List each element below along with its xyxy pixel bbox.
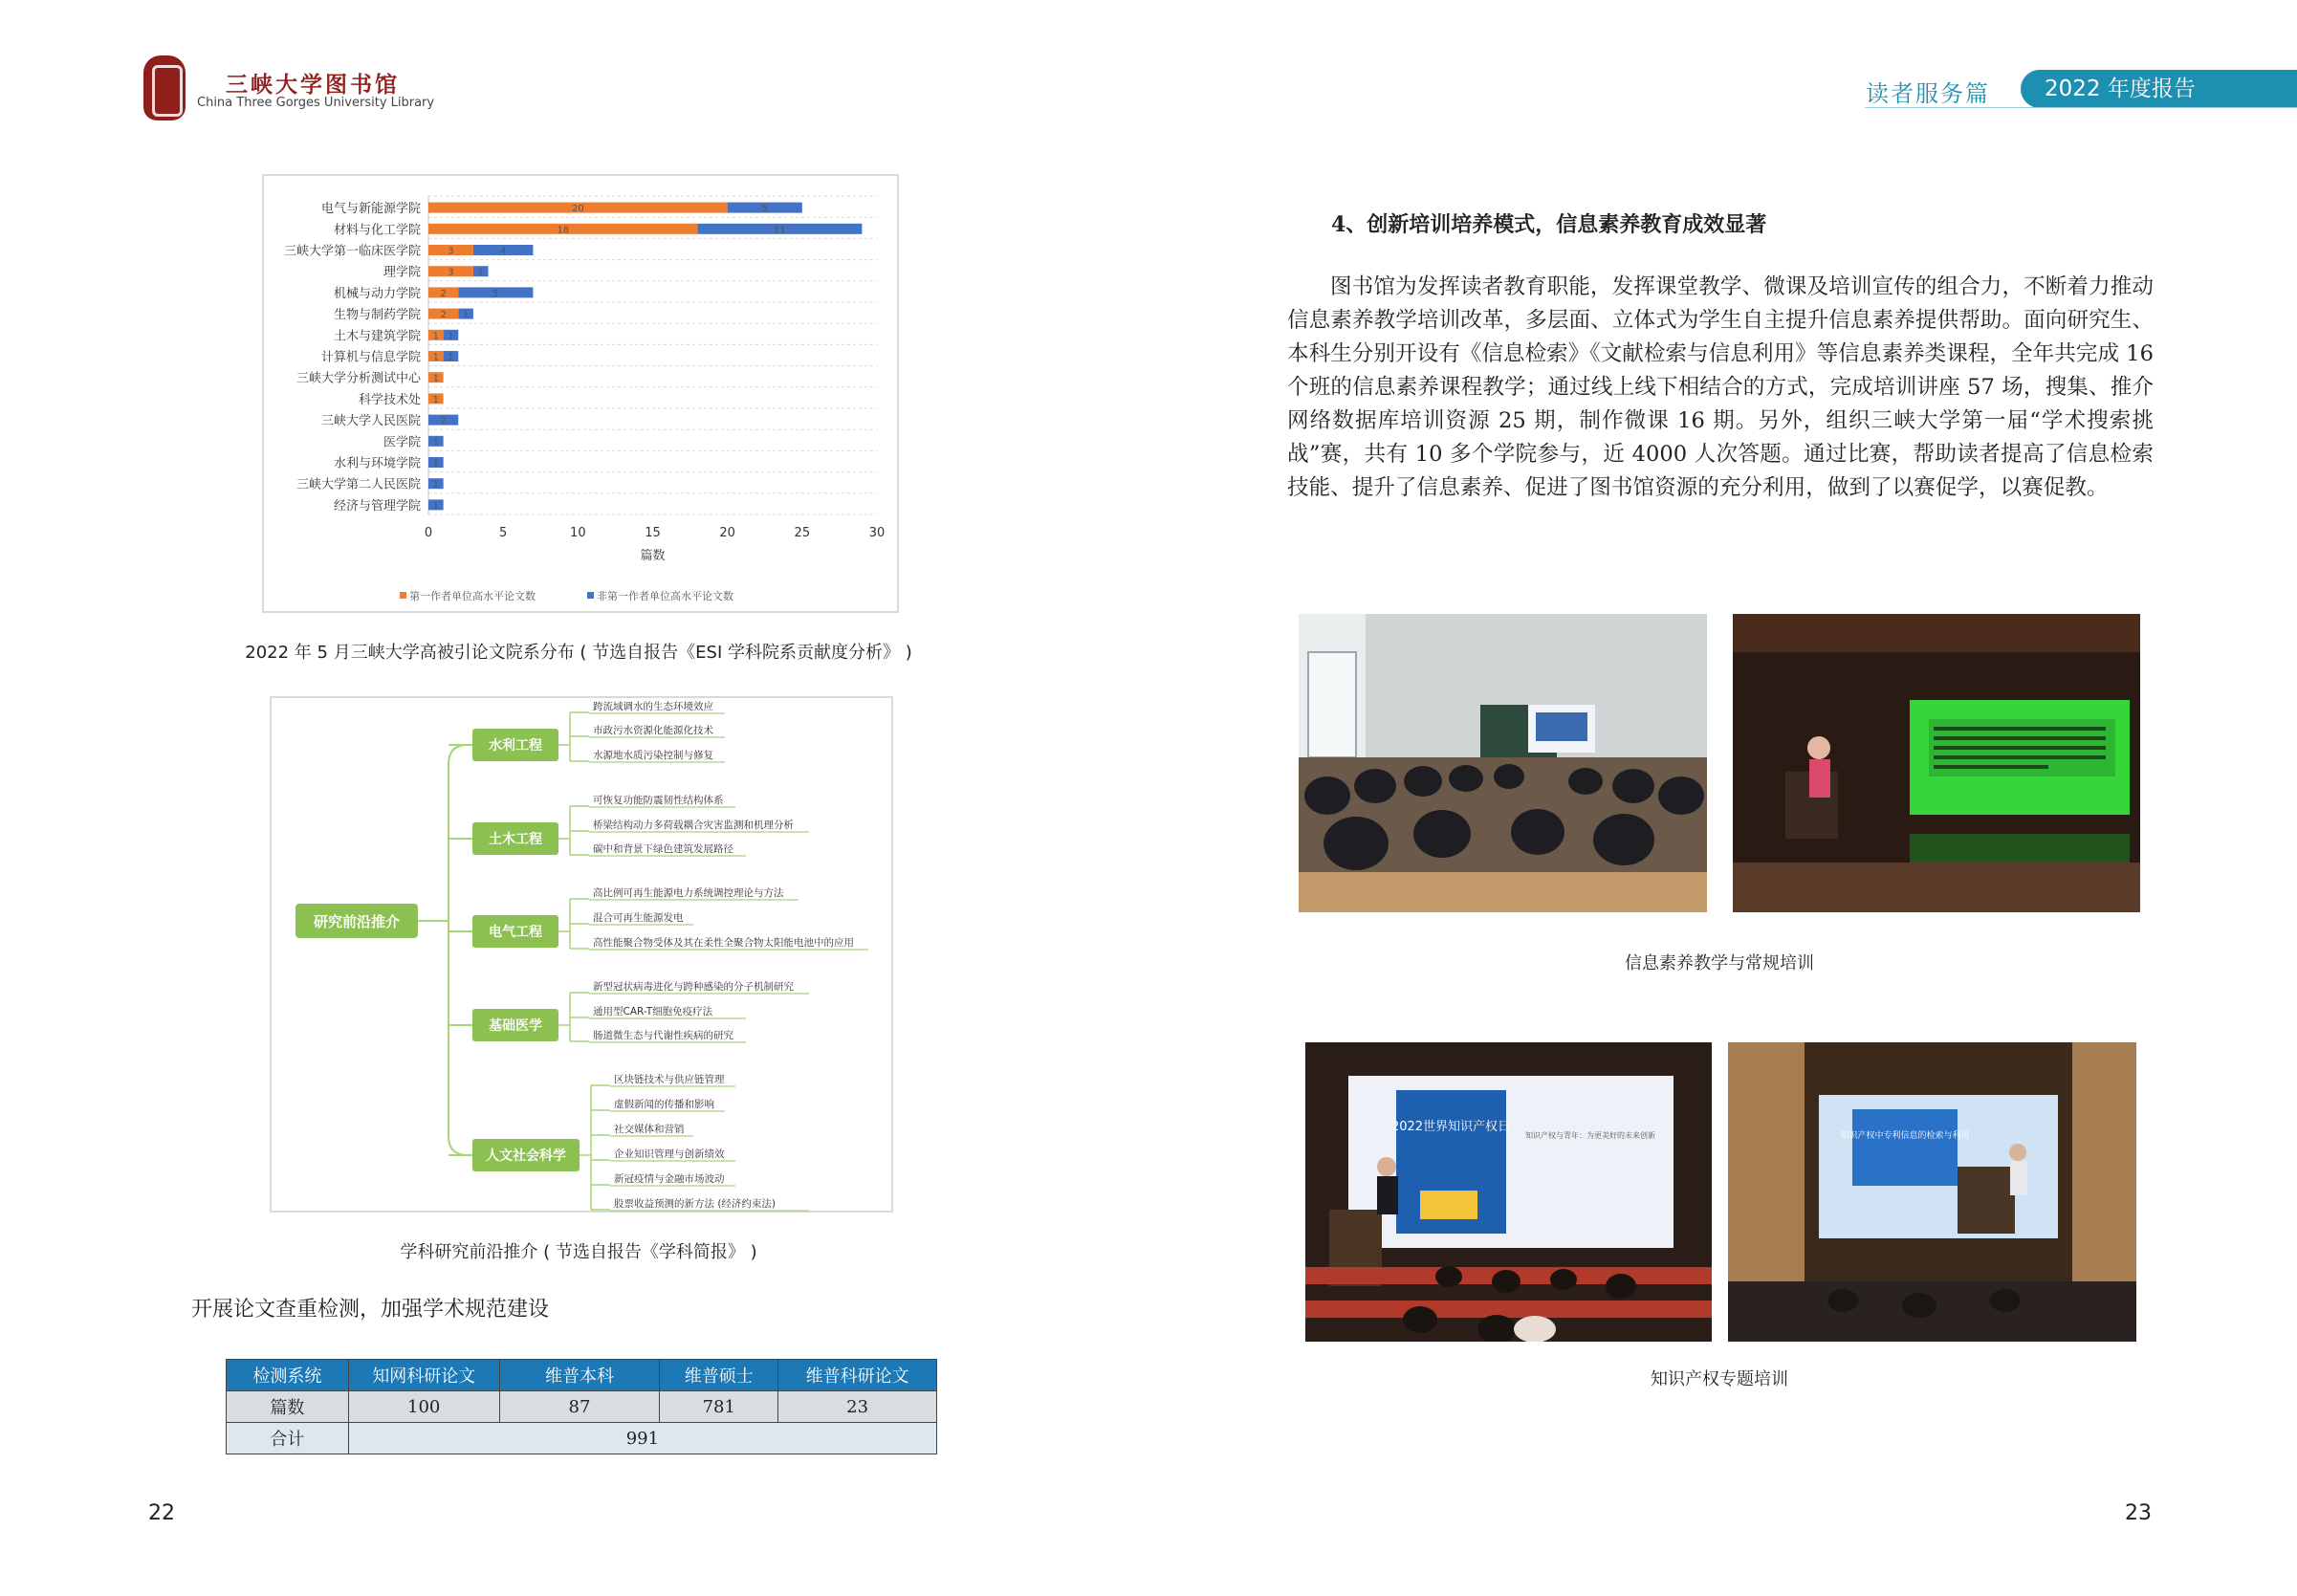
x-tick-label: 0 <box>424 526 433 540</box>
category-label: 经济与管理学院 <box>333 498 421 514</box>
library-name-cn: 三峡大学图书馆 <box>226 72 400 98</box>
x-tick-label: 25 <box>794 526 811 540</box>
category-label: 三峡大学分析测试中心 <box>295 371 421 386</box>
table-cell: 100 <box>348 1391 499 1423</box>
paragraph-text: 图书馆为发挥读者教育职能，发挥课堂教学、微课及培训宣传的组合力，不断着力推动信息素养教学培训改革，多层面、立体式为学生自主提升信息素养提供帮助。面向研究生、本科生分别开设有《信息检索》《文献检索与信息利用》等信息素养类课程，全年共完成 16 个班的信息素养课程教学；通过线上线下相结合的方式，完成培训讲座 57 场，搜集、推介网络数据库培训资源 25 期，制作微课 16 期。另外，组织三峡大学第一届“学术搜索挑战”赛，共有 10 多个学院参与，近 4000 人次答题。通过比赛，帮助读者提高了信息检索技能、提升了信息素养、促进了图书馆资源的充分利用，做到了以赛促学，以赛促教。 <box>1287 274 2154 500</box>
category-label: 材料与化工学院 <box>333 223 421 238</box>
data-label: 11 <box>774 225 786 236</box>
data-label: 3 <box>448 246 454 257</box>
mindmap-leaf: 通用型CAR-T细胞免疫疗法 <box>593 1006 713 1017</box>
table-header: 知网科研论文 <box>348 1360 499 1391</box>
mindmap-leaf: 高比例可再生能源电力系统调控理论与方法 <box>593 887 784 899</box>
screen-title: 2022世界知识产权日 <box>1390 1120 1511 1134</box>
mindmap-leaf: 跨流域调水的生态环境效应 <box>593 701 713 712</box>
mindmap-leaf: 股票收益预测的新方法 (经济约束法) <box>614 1198 777 1210</box>
data-label: 1 <box>462 310 470 321</box>
section-title: 读者服务篇 <box>1866 80 1990 107</box>
category-label: 土木与建筑学院 <box>333 329 421 344</box>
table-cell: 23 <box>778 1391 937 1423</box>
mindmap-leaf: 企业知识管理与创新绩效 <box>614 1148 725 1160</box>
table-row <box>227 1391 937 1423</box>
legend-swatch <box>400 592 406 599</box>
category-label: 机械与动力学院 <box>333 286 421 301</box>
chart-caption: 2022 年 5 月三峡大学高被引论文院系分布 ( 节选自报告《ESI 学科院系贡献度分析》 ) <box>245 643 912 663</box>
mindmap-branch-label: 土木工程 <box>489 832 542 847</box>
mindmap-branch-label: 基础医学 <box>489 1018 542 1034</box>
mindmap-branch-label: 人文社会科学 <box>486 1148 566 1164</box>
legend-swatch <box>587 592 594 599</box>
category-label: 三峡大学人民医院 <box>320 414 421 429</box>
data-label: 1 <box>432 479 440 491</box>
mindmap-branch-label: 水利工程 <box>489 738 542 754</box>
screen-subtitle: 知识产权与青年：为更美好的未来创新 <box>1525 1131 1655 1140</box>
citation-chart <box>262 174 899 613</box>
data-label: 2 <box>440 416 447 427</box>
mindmap-leaf: 区块链技术与供应链管理 <box>614 1074 725 1085</box>
mindmap-leaf: 桥梁结构动力多荷载耦合灾害监测和机理分析 <box>593 820 794 831</box>
mindmap-leaf: 混合可再生能源发电 <box>593 912 684 924</box>
page-number-left: 22 <box>148 1501 175 1525</box>
data-label: 1 <box>432 373 440 384</box>
data-label: 1 <box>432 458 440 470</box>
data-label: 5 <box>492 288 499 299</box>
mindmap-leaf: 社交媒体和营销 <box>614 1124 685 1135</box>
data-label: 1 <box>432 394 440 405</box>
data-label: 18 <box>557 225 570 236</box>
mindmap-leaf: 新冠疫情与金融市场波动 <box>614 1173 725 1185</box>
table-total-cell: 991 <box>348 1423 936 1454</box>
data-label: 1 <box>477 267 484 278</box>
legend-label: 第一作者单位高水平论文数 <box>409 590 536 602</box>
photo-caption-2: 知识产权专题培训 <box>1651 1369 1788 1389</box>
x-tick-label: 30 <box>868 526 886 540</box>
category-label: 电气与新能源学院 <box>320 202 421 217</box>
data-label: 1 <box>432 352 440 363</box>
mindmap-leaf: 水源地水质污染控制与修复 <box>593 750 713 761</box>
mindmap-branch-label: 电气工程 <box>489 925 542 940</box>
legend-label: 非第一作者单位高水平论文数 <box>597 590 733 602</box>
data-label: 2 <box>440 310 447 321</box>
mindmap-leaf: 虚假新闻的传播和影响 <box>614 1099 714 1110</box>
x-tick-label: 20 <box>719 526 735 540</box>
screen-title-2: 知识产权中专利信息的检索与利用 <box>1840 1131 1970 1141</box>
page-number-right: 23 <box>2125 1501 2152 1525</box>
data-label: 3 <box>448 267 454 278</box>
mindmap-caption: 学科研究前沿推介 ( 节选自报告《学科简报》 ) <box>400 1242 757 1262</box>
table-total-row <box>227 1423 937 1454</box>
mindmap-root-label: 研究前沿推介 <box>313 913 401 930</box>
data-label: 1 <box>448 331 454 342</box>
table-cell: 87 <box>499 1391 660 1423</box>
photo-lecture-green-screen <box>1733 614 2140 912</box>
table-cell: 合计 <box>227 1423 349 1454</box>
data-label: 1 <box>432 500 440 512</box>
table-cell: 781 <box>660 1391 778 1423</box>
library-logo-seal <box>143 55 186 120</box>
mindmap-leaf: 肠道微生态与代谢性疾病的研究 <box>593 1030 733 1041</box>
category-label: 科学技术处 <box>358 392 421 407</box>
table-header: 维普本科 <box>499 1360 660 1391</box>
data-label: 4 <box>499 246 507 257</box>
library-name-en: China Three Gorges University Library <box>197 96 435 110</box>
right-heading: 4、创新培训培养模式，信息素养教育成效显著 <box>1331 212 1767 237</box>
category-label: 三峡大学第二人民医院 <box>295 477 421 492</box>
header-divider <box>1865 107 2297 108</box>
mindmap-leaf: 新型冠状病毒进化与跨种感染的分子机制研究 <box>593 981 794 993</box>
category-label: 计算机与信息学院 <box>320 350 421 365</box>
category-label: 理学院 <box>383 265 421 280</box>
x-tick-label: 10 <box>570 526 586 540</box>
category-label: 三峡大学第一临床医学院 <box>283 244 421 259</box>
category-label: 生物与制药学院 <box>333 308 421 323</box>
research-frontier-mindmap <box>270 696 893 1213</box>
photo-ip-day-lecture <box>1305 1042 1712 1342</box>
photo-patent-lecture <box>1728 1042 2136 1342</box>
mindmap-leaf: 市政污水资源化能源化技术 <box>593 725 713 736</box>
category-label: 水利与环境学院 <box>333 456 421 471</box>
section-heading: 开展论文查重检测，加强学术规范建设 <box>191 1298 550 1322</box>
data-label: 1 <box>432 331 440 342</box>
data-label: 5 <box>761 204 768 215</box>
data-label: 20 <box>571 204 584 215</box>
x-tick-label: 15 <box>645 526 661 540</box>
citation-chart-svg <box>264 176 901 615</box>
mindmap-svg <box>272 698 895 1214</box>
data-label: 2 <box>440 288 447 299</box>
mindmap-trunk <box>448 745 468 1155</box>
table-header: 维普科研论文 <box>778 1360 937 1391</box>
data-label: 1 <box>432 437 440 448</box>
x-axis-label: 篇数 <box>640 549 666 563</box>
x-tick-label: 5 <box>499 526 508 540</box>
report-badge: 2022 年度报告 <box>2021 70 2297 108</box>
right-paragraph <box>1287 271 2154 505</box>
mindmap-leaf: 可恢复功能防震韧性结构体系 <box>593 795 724 806</box>
photo-classroom <box>1299 614 1707 912</box>
photo-caption-1: 信息素养教学与常规培训 <box>1625 953 1814 973</box>
mindmap-leaf: 碳中和背景下绿色建筑发展路径 <box>593 843 733 855</box>
table-header-row <box>227 1360 937 1391</box>
plagiarism-check-table <box>226 1359 937 1454</box>
mindmap-leaf: 高性能聚合物受体及其在柔性全聚合物太阳能电池中的应用 <box>593 937 854 949</box>
table-cell: 篇数 <box>227 1391 349 1423</box>
table-header: 检测系统 <box>227 1360 349 1391</box>
data-label: 1 <box>448 352 454 363</box>
category-label: 医学院 <box>383 435 421 450</box>
table-header: 维普硕士 <box>660 1360 778 1391</box>
